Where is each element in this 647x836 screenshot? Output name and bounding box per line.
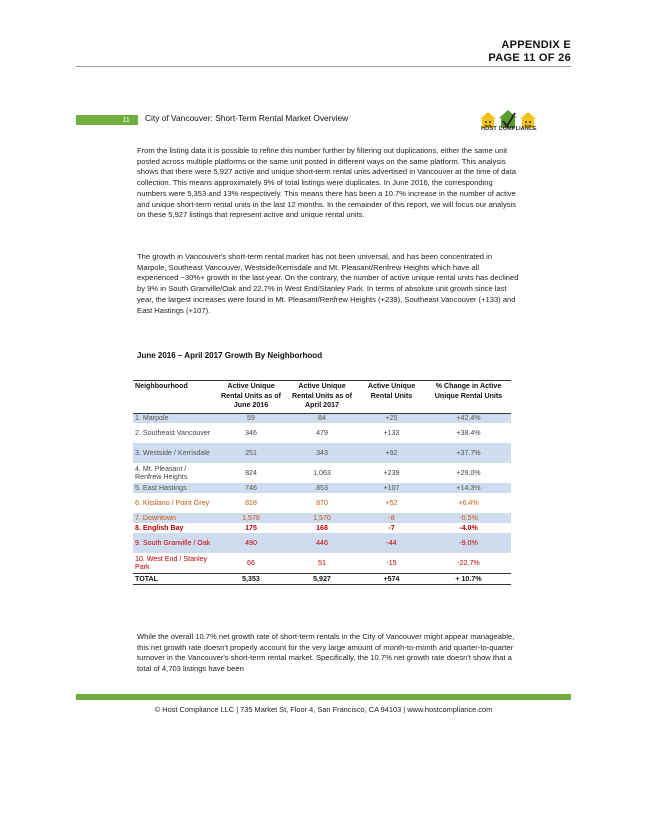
table-cell: -7 <box>357 523 426 533</box>
table-cell: +107 <box>357 483 426 493</box>
table-cell: 1,063 <box>287 463 357 483</box>
table-cell: TOTAL <box>133 573 215 584</box>
table-cell: 9. South Granville / Oak <box>133 533 215 553</box>
table-cell: 59 <box>215 413 287 423</box>
table-cell: +574 <box>357 573 426 584</box>
table-cell: 1,570 <box>287 513 357 523</box>
table-cell: 479 <box>287 423 357 443</box>
table-cell: 1,578 <box>215 513 287 523</box>
table-row <box>133 463 511 483</box>
table-cell: 175 <box>215 523 287 533</box>
table-row <box>133 423 511 443</box>
table-cell: 7. Downtown <box>133 513 215 523</box>
paragraph-turnover: While the overall 10.7% net growth rate of short-term rentals in the City of Vancouver might appear manageable, this net growth rate doesn't properly account for the very large amount of month-to-month and quarter-to-quarter turnover in the Vancouver's short-term rental market. Specifically, the 10.7% net growth rate doesn't show that a total of 4,703 listings have been <box>137 632 515 674</box>
table-cell: -0.5% <box>426 513 511 523</box>
table-cell: -9.0% <box>426 533 511 553</box>
appendix-label: APPENDIX E <box>501 39 571 51</box>
table-cell: +29.0% <box>426 463 511 483</box>
table-cell: 84 <box>287 413 357 423</box>
table-cell: 3. Westside / Kerrisdale <box>133 443 215 463</box>
column-header: Active Unique Rental Units as of June 2016 <box>215 381 287 414</box>
section-number: 11 <box>122 115 130 124</box>
column-header: Active Unique Rental Units as of April 2017 <box>287 381 357 414</box>
table-cell: 343 <box>287 443 357 463</box>
table-cell: +6.4% <box>426 493 511 513</box>
table-cell: 870 <box>287 493 357 513</box>
total-row <box>133 573 511 584</box>
section-title: City of Vancouver: Short-Term Rental Market Overview <box>145 113 349 123</box>
table-cell: -22.7% <box>426 553 511 573</box>
footer-text: © Host Compliance LLC | 735 Market St, Floor 4, San Francisco, CA 94103 | www.hostcompliance.com <box>154 705 493 714</box>
paragraph-duplicates: From the listing data it is possible to refine this number further by filtering out duplications, either the same unit posted across multiple platforms or the same unit posted in different ways on the same platform. This analysis shows that there were 5,927 active and unique short-term rental units advertised in Vancouver at the time of data collection. This means approximately 9% of total listings were duplicates. In June 2016, the corresponding numbers were 5,353 and 13% respectively. This means there has been a 10.7% increase in the number of active and unique short-term rental units in the last 12 months. In the remainder of this report, we will focus our analysis on these 5,927 listings that represent active and unique rental units. <box>137 146 517 220</box>
table-row <box>133 413 511 423</box>
table-cell: 818 <box>215 493 287 513</box>
table-cell: -15 <box>357 553 426 573</box>
table-cell: 853 <box>287 483 357 493</box>
table-cell: 2. Southeast Vancouver <box>133 423 215 443</box>
table-cell: 5,927 <box>287 573 357 584</box>
page-number: PAGE 11 OF 26 <box>488 52 571 64</box>
table-row <box>133 493 511 513</box>
table-cell: 446 <box>287 533 357 553</box>
table-cell: 10. West End / Stanley Park <box>133 553 215 573</box>
table-cell: +239 <box>357 463 426 483</box>
paragraph-growth: The growth in Vancouver's short-term rental market has not been universal, and has been concentrated in Marpole, Southeast Vancouver, Westside/Kerrisdale and Mt. Pleasant/Renfrew Heights which have all experienced ~30%+ growth in the last year. On the contrary, the number of active unique rental units has declined by 9% in South Granville/Oak and 22.7% in West End/Stanley Park. In terms of absolute unit growth since last year, the largest increases were found in Mt. Pleasant/Renfrew Heights (+239), Southeast Vancouver (+133) and East Hastings (+107). <box>137 252 519 315</box>
table-cell: 168 <box>287 523 357 533</box>
table-cell: 66 <box>215 553 287 573</box>
column-header: Active Unique Rental Units <box>357 381 426 414</box>
table-row <box>133 443 511 463</box>
column-header: Neighbourhood <box>133 381 215 414</box>
table-cell: -8 <box>357 513 426 523</box>
table-cell: -44 <box>357 533 426 553</box>
table-row <box>133 533 511 553</box>
table-row <box>133 513 511 523</box>
table-cell: + 10.7% <box>426 573 511 584</box>
table-cell: +25 <box>357 413 426 423</box>
table-row <box>133 553 511 573</box>
footer-bar <box>76 694 571 700</box>
table-header-row <box>133 381 511 414</box>
table-cell: +52 <box>357 493 426 513</box>
table-cell: 490 <box>215 533 287 553</box>
table-row <box>133 483 511 493</box>
header-divider <box>76 66 571 67</box>
table-title: June 2016 – April 2017 Growth By Neighborhood <box>137 351 323 360</box>
table-row <box>133 523 511 533</box>
table-cell: +42.4% <box>426 413 511 423</box>
table-cell: +92 <box>357 443 426 463</box>
table-cell: 5. East Hastings <box>133 483 215 493</box>
table-cell: 824 <box>215 463 287 483</box>
table-cell: 5,353 <box>215 573 287 584</box>
table-cell: +37.7% <box>426 443 511 463</box>
growth-table <box>133 380 511 585</box>
table-cell: 251 <box>215 443 287 463</box>
table-cell: 51 <box>287 553 357 573</box>
table-cell: 746 <box>215 483 287 493</box>
table-cell: 1. Marpole <box>133 413 215 423</box>
table-cell: +133 <box>357 423 426 443</box>
table-cell: 346 <box>215 423 287 443</box>
table-cell: 8. English Bay <box>133 523 215 533</box>
table-cell: +38.4% <box>426 423 511 443</box>
column-header: % Change in Active Unique Rental Units <box>426 381 511 414</box>
appendix-header <box>488 39 571 65</box>
table-cell: 4. Mt. Pleasant / Renfrew Heights <box>133 463 215 483</box>
table-cell: +14.3% <box>426 483 511 493</box>
logo-text: HOST COMPLIANCE <box>481 126 537 132</box>
table-cell: 6. Kitsilano / Point Grey <box>133 493 215 513</box>
table-cell: -4.0% <box>426 523 511 533</box>
